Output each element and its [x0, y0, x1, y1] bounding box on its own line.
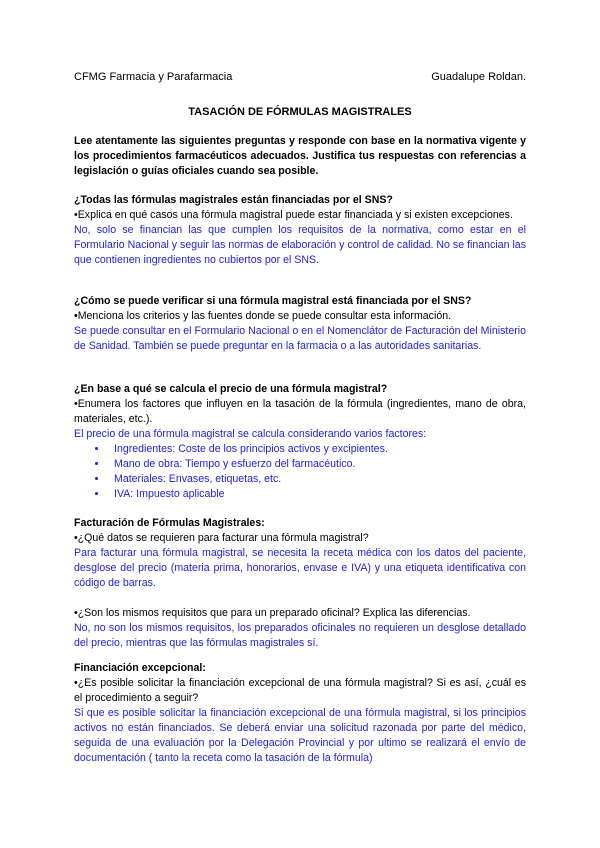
section-answer: No, solo se financian las que cumplen los requisitos de la normativa, como estar en el Formulario Nacional y seguir las normas de elaboración y control de calidad. No se financian las que contienen ingredientes no cubiertos por el SNS. — [74, 224, 526, 266]
section-answer: Para facturar una fórmula magistral, se necesita la receta médica con los datos del paciente, desglose del precio (materia prima, honorarios, envase e IVA) y una etiqueta identificativa con código de barras. — [74, 547, 526, 589]
section-heading: Facturación de Fórmulas Magistrales: — [74, 517, 265, 529]
list-item: • Ingredientes: Coste de los principios activos y excipientes. — [108, 442, 526, 457]
section-prompt: •Menciona los criterios y las fuentes donde se puede consultar esta información. — [74, 310, 452, 322]
list-item: • Materiales: Envases, etiquetas, etc. — [108, 472, 526, 487]
section-answer: No, no son los mismos requisitos, los preparados oficinales no requieren un desglose detallado del precio, mientras que las fórmulas magistrales sí. — [74, 622, 526, 649]
section-facturacion — [74, 516, 526, 651]
price-factors-list — [74, 442, 526, 502]
list-item: • IVA: Impuesto aplicable — [108, 487, 526, 502]
section-financiacion-excepcional — [74, 661, 526, 766]
header-author: Guadalupe Roldan. — [431, 71, 526, 83]
section-question: ¿En base a qué se calcula el precio de una fórmula magistral? — [74, 383, 388, 395]
section-answer: El precio de una fórmula magistral se calcula considerando varios factores: — [74, 428, 427, 440]
section-precio — [74, 382, 526, 502]
section-prompt: •Enumera los factores que influyen en la tasación de la fórmula (ingredientes, mano de obra, materiales, etc.). — [74, 398, 526, 425]
section-verificacion — [74, 294, 526, 354]
intro-paragraph: Lee atentamente las siguientes preguntas y responde con base en la normativa vigente y los procedimientos farmacéuticos adecuados. Justifica tus respuestas con referencias a legislación o guías oficiales cuando sea posible. — [74, 135, 526, 177]
section-prompt: •Explica en qué casos una fórmula magistral puede estar financiada y si existen excepciones. — [74, 209, 513, 221]
document-title: TASACIÓN DE FÓRMULAS MAGISTRALES — [188, 106, 412, 118]
section-heading: Financiación excepcional: — [74, 662, 206, 674]
section-prompt: •¿Es posible solicitar la financiación excepcional de una fórmula magistral? Si es así, ¿cuál es el procedimiento a seguir? — [74, 677, 526, 704]
list-item: • Mano de obra: Tiempo y esfuerzo del farmacéutico. — [108, 457, 526, 472]
section-answer: Si que es posible solicitar la financiación excepcional de una fórmula magistral, si los principios activos no están financiados. Se deberá enviar una solicitud razonada por parte del médico, seguida de una evaluación por la Delegación Provincial y por ultimo se realizará el envío de documentación ( tanto la receta como la tasación de la fórmula) — [74, 707, 526, 764]
section-question: ¿Cómo se puede verificar si una fórmula magistral está financiada por el SNS? — [74, 295, 472, 307]
section-answer: Se puede consultar en el Formulario Nacional o en el Nomenclátor de Facturación del Ministerio de Sanidad. También se puede preguntar en la farmacia o a las autoridades sanitarias. — [74, 325, 526, 352]
section-prompt: •¿Son los mismos requisitos que para un preparado oficinal? Explica las diferencias. — [74, 607, 471, 619]
section-question: ¿Todas las fórmulas magistrales están financiadas por el SNS? — [74, 194, 393, 206]
header-course: CFMG Farmacia y Parafarmacia — [74, 71, 233, 83]
page-header — [74, 70, 526, 85]
section-prompt: •¿Qué datos se requieren para facturar una fórmula magistral? — [74, 532, 369, 544]
section-financiacion-sns — [74, 193, 526, 268]
